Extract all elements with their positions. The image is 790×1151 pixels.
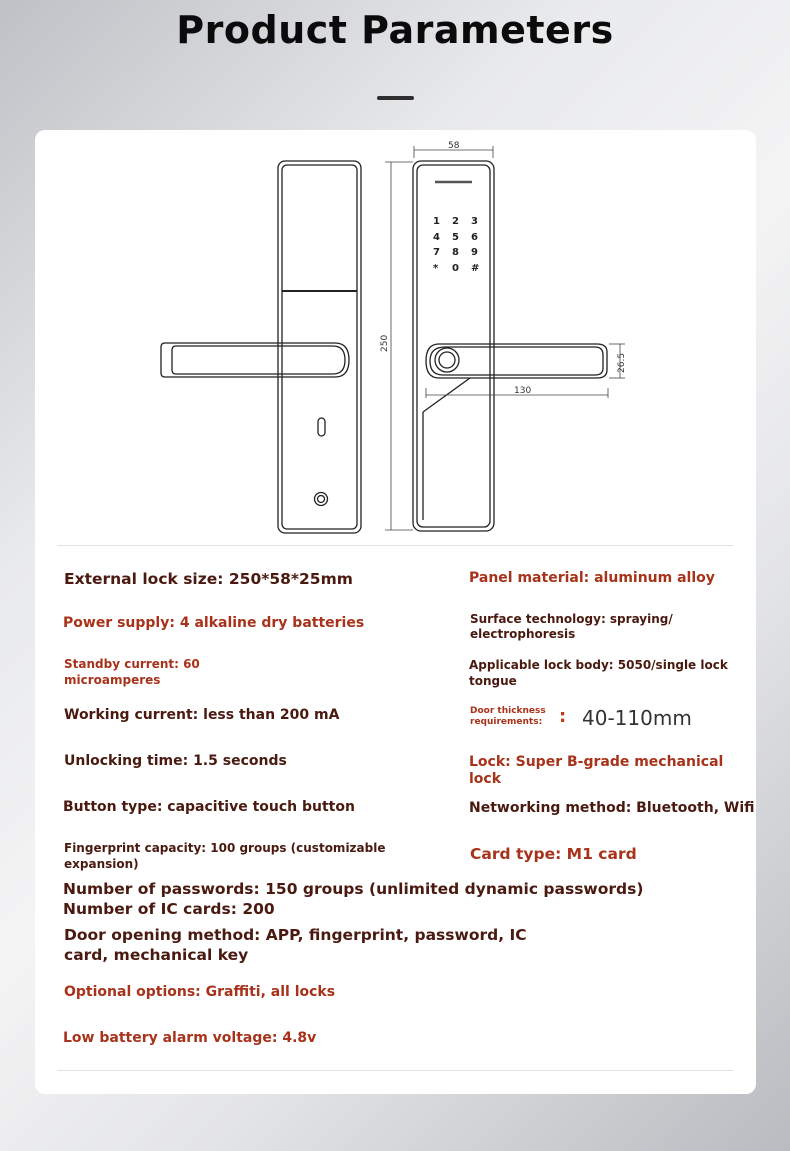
- spec-lock: Lock: Super B-grade mechanical lock: [469, 754, 724, 787]
- dim-handle-height-label: 26.5: [617, 352, 627, 373]
- spec-surface-technology-2: electrophoresis: [470, 627, 576, 641]
- spec-door-thickness-label-2: requirements:: [470, 717, 543, 727]
- page-title: Product Parameters: [176, 8, 614, 52]
- spec-applicable-lock-body-2: tongue: [469, 674, 517, 688]
- spec-power-supply: Power supply: 4 alkaline dry batteries: [63, 615, 365, 631]
- lock-drawing: [35, 130, 756, 550]
- dim-width-label: 58: [448, 141, 460, 151]
- keypad-key: 5: [452, 232, 459, 243]
- back-handle-outline: [161, 343, 349, 377]
- separator-top: [57, 545, 733, 546]
- keypad-key: *: [433, 263, 439, 274]
- spec-networking-method: Networking method: Bluetooth, Wifi: [469, 800, 755, 816]
- spec-panel-material: Panel material: aluminum alloy: [469, 570, 715, 586]
- keypad-key: 2: [452, 216, 459, 227]
- dim-handle-length-label: 130: [514, 386, 532, 396]
- spec-door-thickness-colon: :: [559, 706, 567, 727]
- keypad-key: #: [471, 263, 480, 274]
- keypad-key: 6: [471, 232, 478, 243]
- spec-unlocking-time: Unlocking time: 1.5 seconds: [64, 753, 287, 769]
- keypad-key: 7: [433, 247, 440, 258]
- front-handle-knob-inner: [439, 352, 455, 368]
- back-keyhole: [318, 418, 325, 436]
- spec-fingerprint-capacity-1: Fingerprint capacity: 100 groups (customizable: [64, 841, 386, 855]
- spec-applicable-lock-body-1: Applicable lock body: 5050/single lock: [469, 658, 728, 672]
- front-panel-contour: [423, 378, 470, 520]
- spec-button-type: Button type: capacitive touch button: [63, 799, 355, 815]
- spec-low-battery-alarm: Low battery alarm voltage: 4.8v: [63, 1030, 317, 1046]
- spec-external-lock-size: External lock size: 250*58*25mm: [64, 570, 353, 588]
- spec-number-of-ic-cards: Number of IC cards: 200: [63, 900, 275, 918]
- dim-height-label: 250: [380, 334, 390, 352]
- spec-number-of-passwords: Number of passwords: 150 groups (unlimited dynamic passwords): [63, 880, 644, 898]
- spec-surface-technology-1: Surface technology: spraying/: [470, 612, 673, 626]
- spec-card-type: Card type: M1 card: [470, 845, 637, 863]
- back-knob-outer: [315, 493, 328, 506]
- spec-standby-current-2: microamperes: [64, 673, 161, 687]
- spec-door-opening-method-2: card, mechanical key: [64, 946, 249, 964]
- spec-door-thickness-value: 40-110mm: [582, 706, 692, 730]
- keypad-key: 3: [471, 216, 478, 227]
- keypad-key: 4: [433, 232, 440, 243]
- spec-door-thickness-label-1: Door thickness: [470, 706, 546, 716]
- back-panel-outline: [278, 161, 361, 533]
- keypad: [433, 216, 479, 274]
- title-underline: [377, 96, 414, 100]
- spec-optional-options: Optional options: Graffiti, all locks: [64, 984, 336, 1000]
- back-knob-inner: [318, 496, 325, 503]
- keypad-key: 0: [452, 263, 459, 274]
- back-handle-inner: [172, 346, 345, 374]
- keypad-key: 8: [452, 247, 459, 258]
- keypad-key: 9: [471, 247, 478, 258]
- parameters-card: [35, 130, 756, 1094]
- spec-fingerprint-capacity-2: expansion): [64, 857, 139, 871]
- spec-door-opening-method-1: Door opening method: APP, fingerprint, password, IC: [64, 926, 527, 944]
- spec-standby-current-1: Standby current: 60: [64, 657, 200, 671]
- separator-bottom: [57, 1070, 733, 1071]
- spec-working-current: Working current: less than 200 mA: [64, 707, 340, 723]
- keypad-key: 1: [433, 216, 440, 227]
